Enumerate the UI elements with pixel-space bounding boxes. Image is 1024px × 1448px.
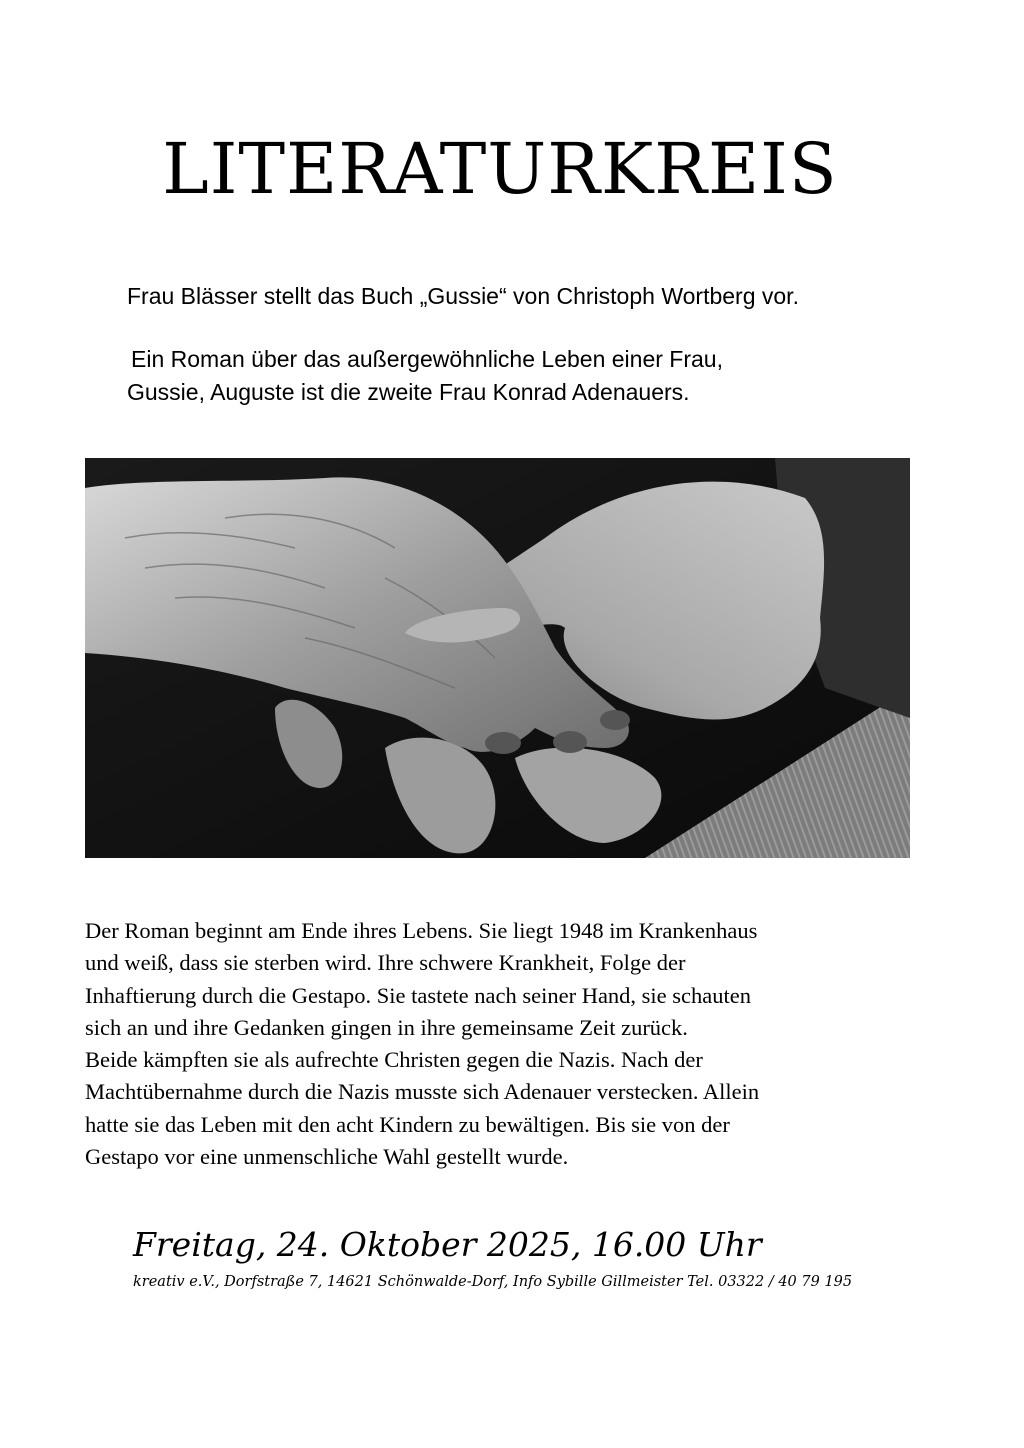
intro-line-3: Gussie, Auguste ist die zweite Frau Konrad Adenauers.	[127, 379, 690, 405]
page-title: LITERATURKREIS	[162, 128, 838, 210]
body-line: sich an und ihre Gedanken gingen in ihre gemeinsame Zeit zurück.	[85, 1014, 688, 1040]
body-line: Beide kämpften sie als aufrechte Christen gegen die Nazis. Nach der	[85, 1047, 703, 1073]
intro-line-2: Ein Roman über das außergewöhnliche Leben einer Frau,	[131, 346, 723, 372]
body-line: Machtübernahme durch die Nazis musste sich Adenauer verstecken. Allein	[85, 1079, 760, 1105]
event-info: kreativ e.V., Dorfstraße 7, 14621 Schönwalde-Dorf, Info Sybille Gillmeister Tel. 03322 / 40 79 195	[133, 1274, 853, 1290]
body-line: und weiß, dass sie sterben wird. Ihre schwere Krankheit, Folge der	[85, 950, 686, 976]
body-line: Der Roman beginnt am Ende ihres Lebens. Sie liegt 1948 im Krankenhaus	[85, 918, 758, 943]
intro-line-1: Frau Blässer stellt das Buch „Gussie“ von Christoph Wortberg vor.	[127, 283, 799, 309]
body-line: hatte sie das Leben mit den acht Kindern zu bewältigen. Bis sie von der	[85, 1111, 730, 1137]
body-line: Gestapo vor eine unmenschliche Wahl gestellt wurde.	[85, 1144, 569, 1170]
hands-photo	[85, 458, 910, 858]
body-text	[85, 915, 885, 1173]
event-date: Freitag, 24. Oktober 2025, 16.00 Uhr	[133, 1225, 762, 1264]
body-line: Inhaftierung durch die Gestapo. Sie tastete nach seiner Hand, sie schauten	[85, 982, 752, 1008]
hands-photo-graphic	[85, 458, 910, 858]
